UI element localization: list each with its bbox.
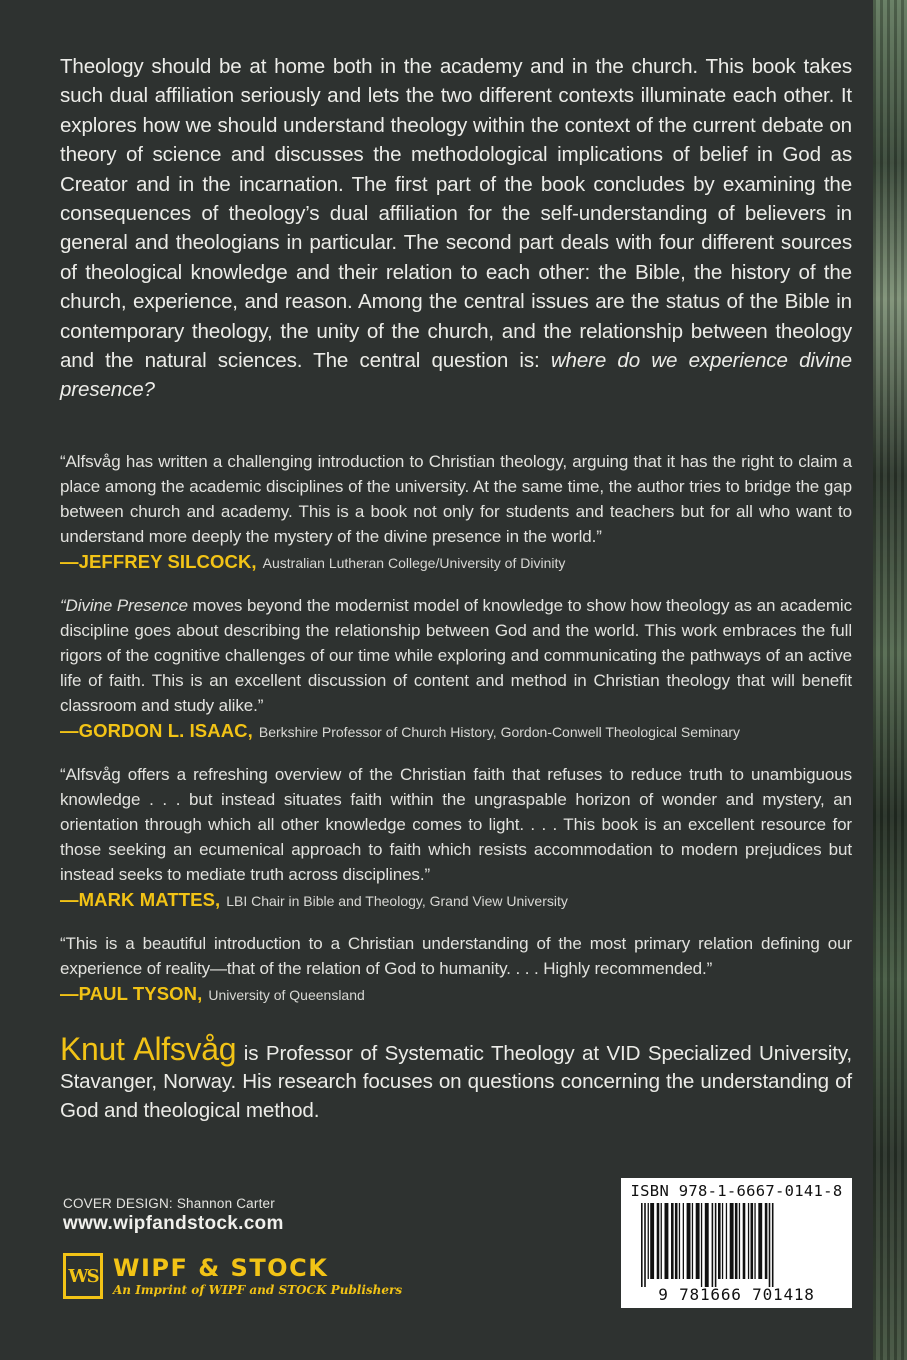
endorser-affiliation: Berkshire Professor of Church History, Gordon-Conwell Theological Seminary (258, 723, 740, 740)
endorser-affiliation: University of Queensland (208, 986, 365, 1003)
barcode-bar (674, 1203, 677, 1279)
publisher-website: www.wipfandstock.com (63, 1213, 284, 1234)
barcode-bar (714, 1203, 716, 1287)
publisher-info (63, 1196, 423, 1299)
barcode-bar (647, 1203, 648, 1279)
barcode-bar (734, 1203, 737, 1279)
cover-photo-edge (873, 0, 907, 1360)
endorser-name: —PAUL TYSON, (60, 982, 203, 1004)
barcode-bar (691, 1203, 692, 1279)
endorser-affiliation: Australian Lutheran College/University of Divinity (262, 554, 566, 571)
publisher-name: WIPF & STOCK (113, 1254, 329, 1282)
isbn-label: ISBN 978-1-6667-0141-8 (630, 1182, 843, 1200)
author-bio (60, 1030, 853, 1126)
endorsement-attribution (60, 983, 852, 1005)
description-text: Theology should be at home both in the academy and in the church. This book takes such dual affiliation seriously and lets the two different contexts illuminate each other. It explores how we should understand theology within the context of the current debate on theory of science and discusses the methodological implications of belief in God as Creator and in the incarnation. The first part of the book concludes by examining the consequences of theology’s dual affiliation for the self-understanding of believers in general and theologians in particular. The second part deals with four different sources of theological knowledge and their relation to each other: the Bible, the history of the church, experience, and reason. Among the central issues are the status of the Bible in contemporary theology, the unity of the church, and the relationship between theology and the natural sciences. The central question is: (60, 55, 852, 373)
publisher-logo-icon: WS (63, 1253, 103, 1299)
endorsement-text: “Alfsvåg has written a challenging introduction to Christian theology, arguing that it has the right to claim a place among the academic disciplines of the university. At the same time, the author tries to bridge the gap between church and academy. This is a book not only for students and teachers but for all who want to understand more deeply the mystery of the divine presence in the world.” (60, 451, 852, 546)
author-bio-text: is Professor of Systematic Theology at VID Specialized University, Stavanger, Norway. His research focuses on questions concerning the understanding of God and theological method. (60, 1041, 853, 1122)
barcode-bars (637, 1203, 837, 1287)
barcode-bar (700, 1203, 701, 1287)
endorsements (60, 449, 852, 1005)
endorsement (60, 593, 852, 742)
barcode-bar (764, 1203, 767, 1279)
central-question: where do we experience divine presence? (60, 349, 852, 402)
barcode-bar (660, 1203, 661, 1279)
barcode-bar (754, 1203, 755, 1279)
barcode-bar (711, 1203, 713, 1287)
endorser-name: —GORDON L. ISAAC, (60, 719, 253, 741)
endorsement-attribution (60, 720, 852, 742)
barcode-bar (747, 1203, 748, 1279)
barcode-bar (641, 1203, 643, 1287)
barcode-bar (650, 1203, 654, 1279)
endorsement-text: “Alfsvåg offers a refreshing overview of the Christian faith that refuses to reduce truth to unambiguous knowledge . . . but instead situates faith within the ungraspable horizon of wonder and mystery, an orientation through which all other knowledge comes to light. . . . This book is an excellent resource for those seeking an ecumenical approach to faith which resists accommodation to modern prejudices but instead seeks to mediate truth across disciplines.” (60, 764, 852, 884)
cover-design-credit: COVER DESIGN: Shannon Carter (63, 1196, 275, 1211)
publisher-logo-block (63, 1253, 423, 1299)
barcode-bar (738, 1203, 739, 1279)
barcode-bar (695, 1203, 699, 1279)
book-description (60, 52, 852, 405)
barcode-bar (768, 1203, 770, 1287)
endorsement-text: “This is a beautiful introduction to a Christian understanding of the most primary relation defining our experience of reality—that of the relation of God to humanity. . . . Highly recommended.” (60, 933, 852, 978)
publisher-imprint: An Imprint of WIPF and STOCK Publishers (113, 1283, 403, 1297)
barcode-bar (742, 1203, 745, 1279)
endorser-affiliation: LBI Chair in Bible and Theology, Grand View University (226, 892, 568, 909)
barcode-bar (721, 1203, 722, 1279)
barcode-bar (758, 1203, 762, 1279)
barcode-bar (682, 1203, 683, 1279)
barcode-bar (656, 1203, 659, 1279)
endorsement-attribution (60, 889, 852, 911)
isbn-barcode (621, 1178, 852, 1308)
barcode-bar (704, 1203, 708, 1287)
endorser-name: —MARK MATTES, (60, 888, 221, 910)
barcode-bar (771, 1203, 773, 1287)
book-title: “Divine Presence (60, 595, 188, 615)
endorser-name: —JEFFREY SILCOCK, (60, 550, 257, 572)
endorsement (60, 931, 852, 1005)
endorsement (60, 449, 852, 573)
barcode-bar (686, 1203, 690, 1279)
barcode-bar (671, 1203, 674, 1279)
barcode-bar (644, 1203, 646, 1287)
barcode-bar (725, 1203, 726, 1279)
barcode-bar (750, 1203, 753, 1279)
barcode-bar (729, 1203, 733, 1279)
back-cover-content (60, 52, 852, 1146)
author-name: Knut Alfsvåg (60, 1030, 237, 1067)
barcode-bar (664, 1203, 668, 1279)
barcode-digits: 9 781666 701418 (658, 1285, 815, 1304)
endorsement (60, 762, 852, 911)
endorsement-text: “Divine Presence moves beyond the modernist model of knowledge to show how theology as an academic discipline goes about describing the relationship between God and the world. This work embraces the full rigors of the cognitive challenges of our time while exploring and communicating the pathways of an active life of faith. This is an excellent discussion of content and method in Christian theology that will benefit classroom and study alike.” (60, 595, 852, 715)
barcode-bar (718, 1203, 721, 1279)
barcode-bar (678, 1203, 679, 1279)
endorsement-attribution (60, 551, 852, 573)
